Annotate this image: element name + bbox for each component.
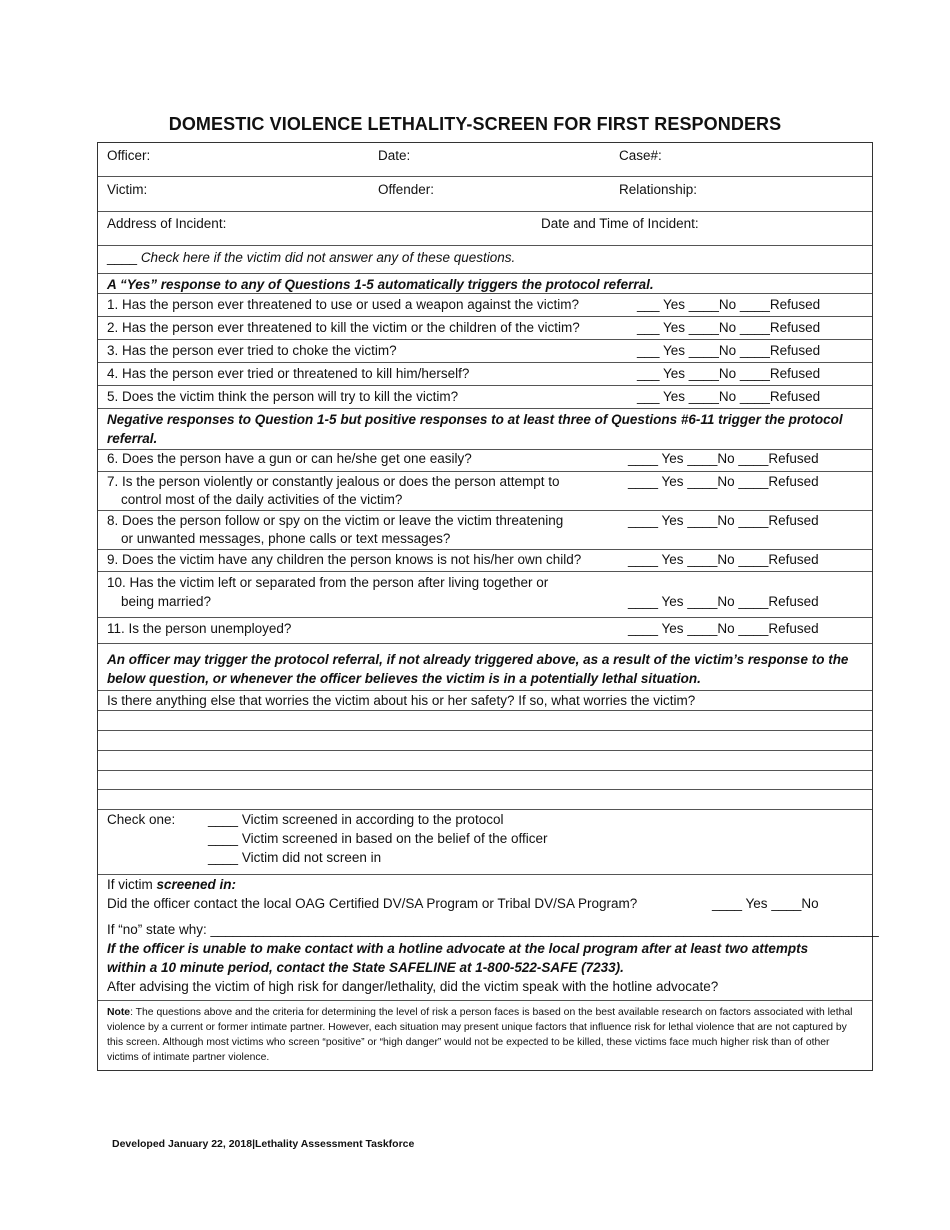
option-blank: ____: [208, 850, 239, 865]
check-one-label: Check one:: [107, 812, 176, 827]
screened-in-prefix: If victim: [107, 877, 153, 892]
question-11: 11. Is the person unemployed?: [107, 621, 292, 636]
divider: [98, 690, 872, 691]
question-2: 2. Has the person ever threatened to kill the victim or the children of the victim?: [107, 320, 580, 335]
option-label: Victim screened in based on the belief of the officer: [241, 831, 548, 846]
divider: [98, 549, 872, 550]
did-not-screen-in-option[interactable]: [208, 850, 381, 866]
screened-in-heading: [107, 877, 236, 893]
option-label: Victim did not screen in: [241, 850, 382, 865]
date-field[interactable]: Date:: [378, 148, 411, 163]
divider: [98, 385, 872, 386]
divider: [98, 1000, 872, 1001]
question-4: 4. Has the person ever tried or threatened to kill him/herself?: [107, 366, 470, 381]
section2-heading-line1: Negative responses to Question 1-5 but positive responses to at least three of Questions #6-11 trigger the protocol: [107, 412, 843, 427]
note-label: Note: [107, 1007, 131, 1018]
relationship-field[interactable]: Relationship:: [619, 182, 698, 197]
divider: [98, 809, 872, 810]
answer-q9[interactable]: ____ Yes ____No ____Refused: [628, 552, 819, 567]
section2-heading-line2: referral.: [107, 431, 158, 446]
page-title: DOMESTIC VIOLENCE LETHALITY-SCREEN FOR FIRST RESPONDERS: [168, 114, 782, 134]
answer-q6[interactable]: ____ Yes ____No ____Refused: [628, 451, 819, 466]
option-blank: ____: [208, 831, 239, 846]
divider: [98, 293, 872, 294]
question-8-cont: or unwanted messages, phone calls or text messages?: [121, 531, 451, 546]
divider: [98, 211, 872, 212]
offender-field[interactable]: Offender:: [378, 182, 435, 197]
answer-q11[interactable]: ____ Yes ____No ____Refused: [628, 621, 819, 636]
divider: [98, 571, 872, 572]
option-blank: ____: [208, 812, 239, 827]
no-answer-label: Check here if the victim did not answer any of these questions.: [140, 250, 516, 265]
divider: [98, 874, 872, 875]
answer-q10[interactable]: ____ Yes ____No ____Refused: [628, 594, 819, 609]
divider: [98, 316, 872, 317]
worries-question: Is there anything else that worries the victim about his or her safety? If so, what worries the victim?: [107, 693, 696, 708]
answer-q8[interactable]: ____ Yes ____No ____Refused: [628, 513, 819, 528]
note-paragraph: [107, 1005, 857, 1065]
answer-q7[interactable]: ____ Yes ____No ____Refused: [628, 474, 819, 489]
option-label: Victim screened in according to the protocol: [241, 812, 504, 827]
question-10: 10. Has the victim left or separated from the person after living together or: [107, 575, 549, 590]
victim-field[interactable]: Victim:: [107, 182, 148, 197]
question-7-cont: control most of the daily activities of the victim?: [121, 492, 403, 507]
divider: [98, 449, 872, 450]
question-3: 3. Has the person ever tried to choke the victim?: [107, 343, 397, 358]
screened-in-protocol-option[interactable]: [208, 812, 503, 828]
no-answer-checkbox[interactable]: [107, 250, 515, 266]
safeline-line1: If the officer is unable to make contact with a hotline advocate at the local program after at least two attempts: [107, 941, 809, 956]
question-9: 9. Does the victim have any children the person knows is not his/her own child?: [107, 552, 582, 567]
case-number-field[interactable]: Case#:: [619, 148, 662, 163]
question-10-cont: being married?: [121, 594, 212, 609]
if-no-reason-field[interactable]: If “no” state why: _________________________________________________________________________________________: [107, 922, 879, 937]
section1-heading: A “Yes” response to any of Questions 1-5 automatically triggers the protocol referral.: [107, 277, 654, 292]
question-7: 7. Is the person violently or constantly jealous or does the person attempt to: [107, 474, 560, 489]
divider: [98, 362, 872, 363]
question-8: 8. Does the person follow or spy on the victim or leave the victim threatening: [107, 513, 564, 528]
footer: Developed January 22, 2018|Lethality Assessment Taskforce: [112, 1138, 415, 1150]
divider: [98, 643, 872, 644]
answer-q4[interactable]: ___ Yes ____No ____Refused: [637, 366, 821, 381]
divider: [98, 339, 872, 340]
safeline-line2: within a 10 minute period, contact the State SAFELINE at 1-800-522-SAFE (7233).: [107, 960, 624, 975]
officer-field[interactable]: Officer:: [107, 148, 151, 163]
contact-question: Did the officer contact the local OAG Certified DV/SA Program or Tribal DV/SA Program?: [107, 896, 638, 911]
question-1: 1. Has the person ever threatened to use or used a weapon against the victim?: [107, 297, 580, 312]
advising-question: After advising the victim of high risk for danger/lethality, did the victim speak with the hotline advocate?: [107, 979, 719, 994]
officer-trigger-line2: below question, or whenever the officer believes the victim is in a potentially lethal situation.: [107, 671, 701, 686]
no-answer-blank: ____: [107, 250, 138, 265]
divider: [98, 176, 872, 177]
divider: [98, 471, 872, 472]
question-6: 6. Does the person have a gun or can he/she get one easily?: [107, 451, 472, 466]
divider: [98, 273, 872, 274]
answer-q3[interactable]: ___ Yes ____No ____Refused: [637, 343, 821, 358]
worries-answer-lines[interactable]: [98, 710, 872, 809]
divider: [98, 617, 872, 618]
contact-answer[interactable]: ____ Yes ____No: [712, 896, 819, 911]
note-text: : The questions above and the criteria for determining the level of risk a person faces is based on the best available research on factors associated with lethal violence by a current or former intimate partner. However, each situation may present unique factors that influence risk for lethal violence that are not captured by this screen. Although most victims who screen “positive” or “high danger” would not be expected to be killed, these victims face much higher risk than of other victims of intimate partner violence.: [107, 1007, 853, 1063]
lethality-screen-form: [97, 142, 879, 1071]
answer-q2[interactable]: ___ Yes ____No ____Refused: [637, 320, 821, 335]
address-of-incident-field[interactable]: Address of Incident:: [107, 216, 227, 231]
divider: [98, 408, 872, 409]
answer-q1[interactable]: ___ Yes ____No ____Refused: [637, 297, 821, 312]
officer-trigger-line1: An officer may trigger the protocol referral, if not already triggered above, as a result of the victim’s response to the: [107, 652, 849, 667]
incident-datetime-field[interactable]: Date and Time of Incident:: [541, 216, 699, 231]
screened-in-emphasis: screened in:: [156, 877, 237, 892]
screened-in-officer-belief-option[interactable]: [208, 831, 548, 847]
question-5: 5. Does the victim think the person will try to kill the victim?: [107, 389, 459, 404]
divider: [98, 245, 872, 246]
divider: [98, 510, 872, 511]
answer-q5[interactable]: ___ Yes ____No ____Refused: [637, 389, 821, 404]
